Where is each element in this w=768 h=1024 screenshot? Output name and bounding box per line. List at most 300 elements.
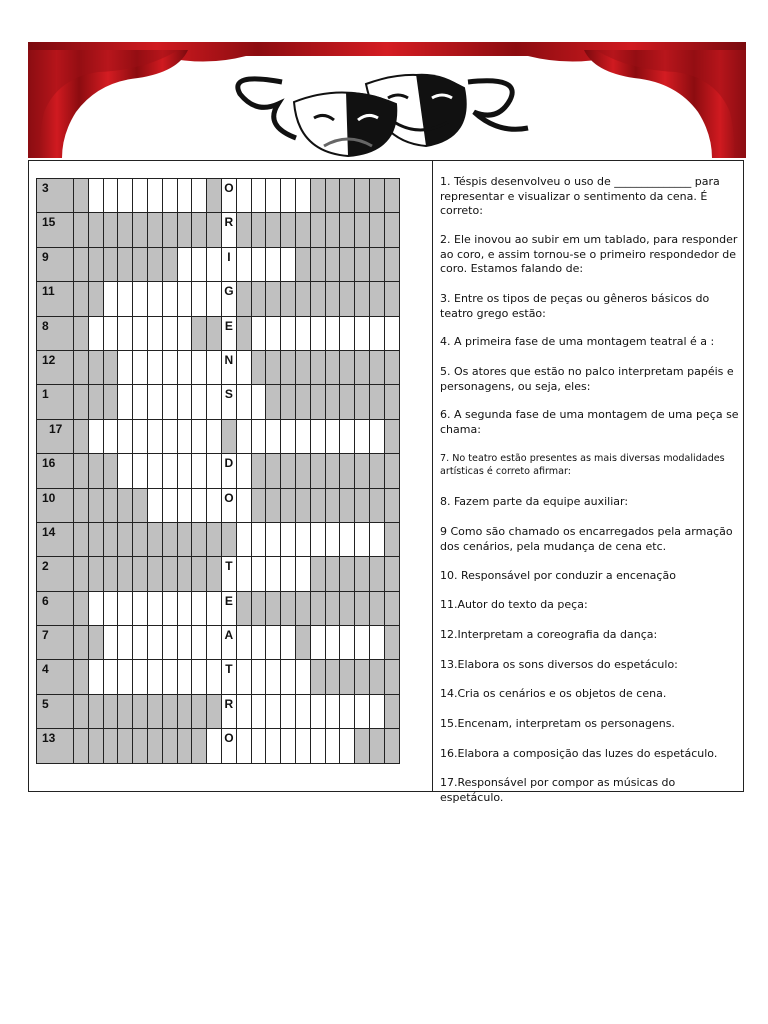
answer-cell[interactable] xyxy=(340,626,355,660)
crossword-row xyxy=(37,488,400,522)
blank-cell xyxy=(384,729,399,763)
answer-cell[interactable] xyxy=(147,454,162,488)
answer-cell[interactable] xyxy=(192,626,207,660)
answer-cell[interactable] xyxy=(147,179,162,213)
row-number: 14 xyxy=(37,522,74,556)
answer-cell[interactable] xyxy=(177,385,192,419)
blank-cell xyxy=(266,488,281,522)
blank-cell xyxy=(355,557,370,591)
key-letter-cell: O xyxy=(221,729,236,763)
crossword-row xyxy=(37,626,400,660)
answer-cell[interactable] xyxy=(192,179,207,213)
clue-13: 13.Elabora os sons diversos do espetáculo: xyxy=(440,658,678,671)
answer-cell[interactable] xyxy=(295,522,310,556)
answer-cell[interactable] xyxy=(266,626,281,660)
answer-cell[interactable] xyxy=(325,419,340,453)
answer-cell[interactable] xyxy=(192,419,207,453)
blank-cell xyxy=(177,522,192,556)
answer-cell[interactable] xyxy=(207,350,222,384)
answer-cell[interactable] xyxy=(236,729,251,763)
answer-cell[interactable] xyxy=(251,179,266,213)
blank-cell xyxy=(384,626,399,660)
blank-cell xyxy=(340,282,355,316)
blank-cell xyxy=(281,282,296,316)
answer-cell[interactable] xyxy=(118,179,133,213)
blank-cell xyxy=(369,179,384,213)
answer-cell[interactable] xyxy=(207,385,222,419)
blank-cell xyxy=(251,454,266,488)
crossword-row xyxy=(37,316,400,350)
answer-cell[interactable] xyxy=(103,282,118,316)
answer-cell[interactable] xyxy=(162,591,177,625)
blank-cell xyxy=(74,660,89,694)
answer-cell[interactable] xyxy=(177,488,192,522)
answer-cell[interactable] xyxy=(266,419,281,453)
crossword-row xyxy=(37,350,400,384)
row-number: 7 xyxy=(37,626,74,660)
blank-cell xyxy=(207,179,222,213)
ribbon-left xyxy=(238,79,296,138)
answer-cell[interactable] xyxy=(207,454,222,488)
answer-cell[interactable] xyxy=(369,694,384,728)
answer-cell[interactable] xyxy=(147,488,162,522)
answer-cell[interactable] xyxy=(251,557,266,591)
answer-cell[interactable] xyxy=(192,350,207,384)
blank-cell xyxy=(325,385,340,419)
blank-cell xyxy=(236,591,251,625)
blank-cell xyxy=(355,247,370,281)
blank-cell xyxy=(74,591,89,625)
answer-cell[interactable] xyxy=(369,419,384,453)
answer-cell[interactable] xyxy=(281,626,296,660)
answer-cell[interactable] xyxy=(266,522,281,556)
row-number: 10 xyxy=(37,488,74,522)
answer-cell[interactable] xyxy=(236,694,251,728)
blank-cell xyxy=(147,522,162,556)
answer-cell[interactable] xyxy=(147,385,162,419)
answer-cell[interactable] xyxy=(281,179,296,213)
answer-cell[interactable] xyxy=(162,660,177,694)
answer-cell[interactable] xyxy=(147,419,162,453)
clue-15: 15.Encenam, interpretam os personagens. xyxy=(440,717,675,730)
blank-cell xyxy=(88,454,103,488)
crossword-row xyxy=(37,557,400,591)
answer-cell[interactable] xyxy=(281,660,296,694)
answer-cell[interactable] xyxy=(207,282,222,316)
answer-cell[interactable] xyxy=(88,591,103,625)
key-letter-cell: R xyxy=(221,694,236,728)
row-number: 6 xyxy=(37,591,74,625)
row-number: 17 xyxy=(37,419,74,453)
blank-cell xyxy=(251,213,266,247)
answer-cell[interactable] xyxy=(340,522,355,556)
answer-cell[interactable] xyxy=(103,316,118,350)
blank-cell xyxy=(74,247,89,281)
blank-cell xyxy=(103,213,118,247)
answer-cell[interactable] xyxy=(118,316,133,350)
key-letter-cell: T xyxy=(221,557,236,591)
answer-cell[interactable] xyxy=(118,385,133,419)
answer-cell[interactable] xyxy=(266,179,281,213)
blank-cell xyxy=(88,247,103,281)
blank-cell xyxy=(103,522,118,556)
answer-cell[interactable] xyxy=(236,454,251,488)
answer-cell[interactable] xyxy=(251,316,266,350)
blank-cell xyxy=(340,213,355,247)
answer-cell[interactable] xyxy=(369,316,384,350)
blank-cell xyxy=(162,557,177,591)
answer-cell[interactable] xyxy=(236,488,251,522)
blank-cell xyxy=(192,522,207,556)
key-letter-cell: E xyxy=(221,591,236,625)
answer-cell[interactable] xyxy=(251,729,266,763)
answer-cell[interactable] xyxy=(118,454,133,488)
key-letter-cell: O xyxy=(221,488,236,522)
blank-cell xyxy=(295,350,310,384)
row-number: 3 xyxy=(37,179,74,213)
answer-cell[interactable] xyxy=(177,454,192,488)
blank-cell xyxy=(74,350,89,384)
answer-cell[interactable] xyxy=(147,660,162,694)
blank-cell xyxy=(74,316,89,350)
answer-cell[interactable] xyxy=(192,591,207,625)
answer-cell[interactable] xyxy=(251,385,266,419)
answer-cell[interactable] xyxy=(133,660,148,694)
clue-17: 17.Responsável por compor as músicas do espetáculo. xyxy=(440,776,676,804)
blank-cell xyxy=(266,350,281,384)
answer-cell[interactable] xyxy=(88,179,103,213)
answer-cell[interactable] xyxy=(310,522,325,556)
clue-6: 6. A segunda fase de uma montagem de uma peça se chama: xyxy=(440,408,739,436)
blank-cell xyxy=(74,419,89,453)
blank-cell xyxy=(103,350,118,384)
answer-cell[interactable] xyxy=(340,316,355,350)
answer-cell[interactable] xyxy=(162,385,177,419)
answer-cell[interactable] xyxy=(266,247,281,281)
crossword-row xyxy=(37,729,400,763)
blank-cell xyxy=(88,488,103,522)
blank-cell xyxy=(355,385,370,419)
answer-cell[interactable] xyxy=(266,557,281,591)
answer-cell[interactable] xyxy=(103,626,118,660)
answer-cell[interactable] xyxy=(118,419,133,453)
blank-cell xyxy=(355,729,370,763)
answer-cell[interactable] xyxy=(310,626,325,660)
blank-cell xyxy=(251,282,266,316)
blank-cell xyxy=(295,626,310,660)
blank-cell xyxy=(295,282,310,316)
answer-cell[interactable] xyxy=(192,385,207,419)
answer-cell[interactable] xyxy=(236,557,251,591)
blank-cell xyxy=(310,179,325,213)
answer-cell[interactable] xyxy=(103,660,118,694)
answer-cell[interactable] xyxy=(310,316,325,350)
answer-cell[interactable] xyxy=(281,694,296,728)
blank-cell xyxy=(133,557,148,591)
blank-cell xyxy=(74,557,89,591)
row-number: 11 xyxy=(37,282,74,316)
answer-cell[interactable] xyxy=(103,419,118,453)
answer-cell[interactable] xyxy=(266,660,281,694)
blank-cell xyxy=(118,557,133,591)
answer-cell[interactable] xyxy=(369,522,384,556)
answer-cell[interactable] xyxy=(133,282,148,316)
key-letter-cell: N xyxy=(221,350,236,384)
blank-cell xyxy=(147,729,162,763)
blank-cell xyxy=(281,385,296,419)
answer-cell[interactable] xyxy=(251,522,266,556)
answer-cell[interactable] xyxy=(207,419,222,453)
answer-cell[interactable] xyxy=(266,729,281,763)
answer-cell[interactable] xyxy=(88,660,103,694)
answer-cell[interactable] xyxy=(133,626,148,660)
blank-cell xyxy=(325,179,340,213)
answer-cell[interactable] xyxy=(355,694,370,728)
answer-cell[interactable] xyxy=(147,591,162,625)
answer-cell[interactable] xyxy=(281,557,296,591)
blank-cell xyxy=(74,454,89,488)
answer-cell[interactable] xyxy=(281,522,296,556)
answer-cell[interactable] xyxy=(281,247,296,281)
answer-cell[interactable] xyxy=(295,419,310,453)
answer-cell[interactable] xyxy=(266,694,281,728)
answer-cell[interactable] xyxy=(118,282,133,316)
answer-cell[interactable] xyxy=(207,626,222,660)
blank-cell xyxy=(340,454,355,488)
blank-cell xyxy=(207,557,222,591)
blank-cell xyxy=(88,350,103,384)
answer-cell[interactable] xyxy=(147,316,162,350)
answer-cell[interactable] xyxy=(325,729,340,763)
answer-cell[interactable] xyxy=(340,729,355,763)
answer-cell[interactable] xyxy=(192,247,207,281)
blank-cell xyxy=(103,454,118,488)
blank-cell xyxy=(162,694,177,728)
answer-cell[interactable] xyxy=(133,385,148,419)
answer-cell[interactable] xyxy=(251,694,266,728)
answer-cell[interactable] xyxy=(295,179,310,213)
answer-cell[interactable] xyxy=(177,316,192,350)
answer-cell[interactable] xyxy=(236,419,251,453)
answer-cell[interactable] xyxy=(281,316,296,350)
crossword-row xyxy=(37,385,400,419)
blank-cell xyxy=(310,385,325,419)
answer-cell[interactable] xyxy=(325,626,340,660)
blank-cell xyxy=(74,488,89,522)
answer-cell[interactable] xyxy=(192,454,207,488)
blank-cell xyxy=(118,213,133,247)
blank-cell xyxy=(369,282,384,316)
answer-cell[interactable] xyxy=(295,557,310,591)
blank-cell xyxy=(369,591,384,625)
answer-cell[interactable] xyxy=(310,729,325,763)
blank-cell xyxy=(310,488,325,522)
blank-cell xyxy=(88,557,103,591)
blank-cell xyxy=(192,729,207,763)
blank-cell xyxy=(325,454,340,488)
answer-cell[interactable] xyxy=(118,350,133,384)
answer-cell[interactable] xyxy=(147,626,162,660)
answer-cell[interactable] xyxy=(192,282,207,316)
answer-cell[interactable] xyxy=(295,694,310,728)
blank-cell xyxy=(103,247,118,281)
blank-cell xyxy=(310,454,325,488)
answer-cell[interactable] xyxy=(266,316,281,350)
blank-cell xyxy=(266,213,281,247)
blank-cell xyxy=(369,385,384,419)
blank-cell xyxy=(310,282,325,316)
answer-cell[interactable] xyxy=(251,660,266,694)
blank-cell xyxy=(281,350,296,384)
answer-cell[interactable] xyxy=(192,488,207,522)
crossword-row xyxy=(37,522,400,556)
answer-cell[interactable] xyxy=(133,316,148,350)
answer-cell[interactable] xyxy=(281,419,296,453)
answer-cell[interactable] xyxy=(133,454,148,488)
blank-cell xyxy=(384,247,399,281)
answer-cell[interactable] xyxy=(384,316,399,350)
blank-cell xyxy=(147,247,162,281)
answer-cell[interactable] xyxy=(133,350,148,384)
answer-cell[interactable] xyxy=(162,454,177,488)
answer-cell[interactable] xyxy=(310,694,325,728)
answer-cell[interactable] xyxy=(355,316,370,350)
blank-cell xyxy=(103,694,118,728)
answer-cell[interactable] xyxy=(207,247,222,281)
blank-cell xyxy=(162,522,177,556)
blank-cell xyxy=(74,385,89,419)
answer-cell[interactable] xyxy=(207,729,222,763)
key-letter-cell: T xyxy=(221,660,236,694)
answer-cell[interactable] xyxy=(177,247,192,281)
answer-cell[interactable] xyxy=(325,522,340,556)
blank-cell xyxy=(295,454,310,488)
blank-cell xyxy=(340,179,355,213)
answer-cell[interactable] xyxy=(340,694,355,728)
answer-cell[interactable] xyxy=(251,419,266,453)
answer-cell[interactable] xyxy=(88,419,103,453)
blank-cell xyxy=(88,694,103,728)
answer-cell[interactable] xyxy=(133,419,148,453)
answer-cell[interactable] xyxy=(192,660,207,694)
answer-cell[interactable] xyxy=(236,660,251,694)
answer-cell[interactable] xyxy=(236,179,251,213)
answer-cell[interactable] xyxy=(325,316,340,350)
blank-cell xyxy=(325,350,340,384)
answer-cell[interactable] xyxy=(103,179,118,213)
blank-cell xyxy=(325,247,340,281)
answer-cell[interactable] xyxy=(162,282,177,316)
crossword-row xyxy=(37,213,400,247)
crossword-row xyxy=(37,454,400,488)
blank-cell xyxy=(355,488,370,522)
answer-cell[interactable] xyxy=(236,626,251,660)
blank-cell xyxy=(74,694,89,728)
crossword-grid xyxy=(36,178,400,764)
blank-cell xyxy=(355,591,370,625)
answer-cell[interactable] xyxy=(88,316,103,350)
key-letter-cell: O xyxy=(221,179,236,213)
blank-cell xyxy=(74,179,89,213)
answer-cell[interactable] xyxy=(236,247,251,281)
answer-cell[interactable] xyxy=(147,350,162,384)
answer-cell[interactable] xyxy=(162,316,177,350)
blank-cell xyxy=(340,350,355,384)
crossword-row xyxy=(37,282,400,316)
answer-cell[interactable] xyxy=(236,350,251,384)
answer-cell[interactable] xyxy=(133,179,148,213)
answer-cell[interactable] xyxy=(162,626,177,660)
answer-cell[interactable] xyxy=(295,729,310,763)
row-number: 1 xyxy=(37,385,74,419)
answer-cell[interactable] xyxy=(355,626,370,660)
blank-cell xyxy=(325,660,340,694)
answer-cell[interactable] xyxy=(177,591,192,625)
answer-cell[interactable] xyxy=(340,419,355,453)
answer-cell[interactable] xyxy=(118,660,133,694)
column-divider xyxy=(432,160,433,792)
answer-cell[interactable] xyxy=(162,179,177,213)
answer-cell[interactable] xyxy=(355,419,370,453)
answer-cell[interactable] xyxy=(207,591,222,625)
answer-cell[interactable] xyxy=(295,316,310,350)
answer-cell[interactable] xyxy=(162,419,177,453)
answer-cell[interactable] xyxy=(236,522,251,556)
answer-cell[interactable] xyxy=(118,591,133,625)
answer-cell[interactable] xyxy=(133,591,148,625)
blank-cell xyxy=(384,488,399,522)
answer-cell[interactable] xyxy=(310,419,325,453)
answer-cell[interactable] xyxy=(355,522,370,556)
blank-cell xyxy=(340,557,355,591)
blank-cell xyxy=(133,729,148,763)
blank-cell xyxy=(251,591,266,625)
answer-cell[interactable] xyxy=(162,488,177,522)
blank-cell xyxy=(74,282,89,316)
answer-cell[interactable] xyxy=(147,282,162,316)
answer-cell[interactable] xyxy=(251,247,266,281)
answer-cell[interactable] xyxy=(118,626,133,660)
blank-cell xyxy=(310,213,325,247)
answer-cell[interactable] xyxy=(251,626,266,660)
blank-cell xyxy=(384,660,399,694)
answer-cell[interactable] xyxy=(369,626,384,660)
answer-cell[interactable] xyxy=(177,419,192,453)
row-number: 2 xyxy=(37,557,74,591)
answer-cell[interactable] xyxy=(177,179,192,213)
answer-cell[interactable] xyxy=(295,660,310,694)
answer-cell[interactable] xyxy=(281,729,296,763)
row-number: 15 xyxy=(37,213,74,247)
answer-cell[interactable] xyxy=(325,694,340,728)
blank-cell xyxy=(384,385,399,419)
key-letter-cell: D xyxy=(221,454,236,488)
answer-cell[interactable] xyxy=(103,591,118,625)
answer-cell[interactable] xyxy=(177,350,192,384)
answer-cell[interactable] xyxy=(207,660,222,694)
blank-cell xyxy=(88,213,103,247)
blank-cell xyxy=(192,694,207,728)
blank-cell xyxy=(251,488,266,522)
blank-cell xyxy=(384,419,399,453)
answer-cell[interactable] xyxy=(236,385,251,419)
answer-cell[interactable] xyxy=(162,350,177,384)
blank-cell xyxy=(74,626,89,660)
answer-cell[interactable] xyxy=(177,626,192,660)
answer-cell[interactable] xyxy=(177,660,192,694)
answer-cell[interactable] xyxy=(207,488,222,522)
answer-cell[interactable] xyxy=(177,282,192,316)
